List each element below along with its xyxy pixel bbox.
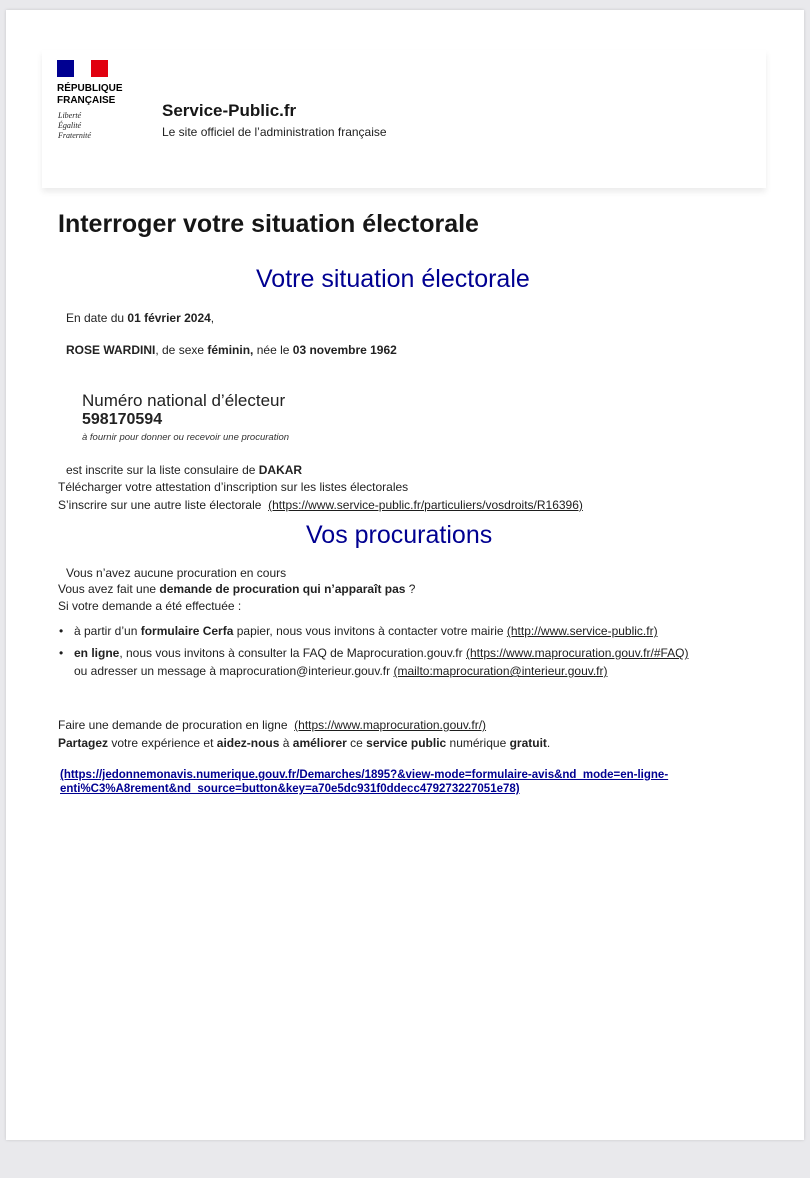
flag-white-band (74, 60, 91, 77)
share-text-5: . (546, 736, 551, 750)
share-text-3: ce (346, 736, 367, 750)
other-list-line (58, 498, 583, 512)
feedback-link[interactable] (60, 769, 668, 795)
identity-line (66, 343, 397, 357)
site-header (42, 50, 766, 188)
person-sex: féminin, (207, 343, 254, 357)
person-name: ROSE WARDINI (66, 343, 156, 357)
share-bold-1: Partagez (58, 736, 109, 750)
birth-date: 03 novembre 1962 (292, 343, 397, 357)
cerfa-list-item (74, 624, 658, 638)
date-prefix: En date du (66, 311, 128, 325)
if-done-text: Si votre demande a été effectuée : (58, 599, 242, 613)
share-bold-4: service public (366, 736, 447, 750)
maprocuration-link[interactable]: (https://www.maprocuration.gouv.fr/) (294, 718, 487, 732)
sex-prefix: , de sexe (155, 343, 208, 357)
download-attestation-link[interactable]: Télécharger votre attestation d’inscription sur les listes électorales (58, 480, 409, 494)
motto-liberte: Liberté (58, 111, 82, 120)
situation-heading: Votre situation électorale (256, 265, 530, 293)
bullet-marker: • (59, 646, 64, 660)
request-line (58, 582, 415, 596)
item2-line2: ou adresser un message à maprocuration@interieur.gouv.fr (74, 664, 391, 678)
share-bold-3: améliorer (292, 736, 347, 750)
situation-date: 01 février 2024 (127, 311, 211, 325)
feedback-link-line1[interactable]: (https://jedonnemonavis.numerique.gouv.fr/Demarches/1895?&view-mode=formulaire-avis&nd_mode=en-ligne- (60, 769, 669, 781)
online-list-item (74, 646, 689, 660)
share-line (58, 736, 550, 750)
voter-number: 598170594 (82, 411, 163, 428)
french-flag-logo (57, 60, 108, 77)
motto-egalite: Égalité (58, 121, 82, 130)
share-text-4: numérique (446, 736, 510, 750)
republic-motto (58, 111, 91, 141)
share-text-1: votre expérience et (108, 736, 217, 750)
item1-bold: formulaire Cerfa (140, 624, 234, 638)
born-prefix: née le (253, 343, 293, 357)
voter-number-note: à fournir pour donner ou recevoir une procuration (82, 432, 290, 443)
flag-blue-band (57, 60, 74, 77)
service-public-link[interactable]: (http://www.service-public.fr) (506, 624, 658, 638)
site-title[interactable]: Service-Public.fr (162, 101, 297, 120)
rf-line2: FRANÇAISE (57, 95, 116, 106)
voter-number-label: Numéro national d’électeur (82, 391, 286, 410)
registered-prefix: est inscrite sur la liste consulaire de (66, 463, 259, 477)
date-suffix: , (210, 311, 215, 325)
mailto-link[interactable]: (mailto:maprocuration@interieur.gouv.fr) (393, 664, 608, 678)
other-list-text: S’inscrire sur une autre liste électorale (58, 498, 262, 512)
bullet-marker: • (59, 624, 64, 638)
feedback-link-line2[interactable]: enti%C3%A8rement&nd_source=button&key=a70e5dc931f0ddecc479273227051e78) (60, 783, 520, 795)
share-bold-5: gratuit (509, 736, 547, 750)
request-prefix: Vous avez fait une (58, 582, 160, 596)
share-bold-2: aidez-nous (216, 736, 280, 750)
flag-red-band (91, 60, 108, 77)
procurations-heading: Vos procurations (306, 521, 493, 549)
document-page (6, 10, 804, 1140)
date-line (66, 311, 214, 325)
faq-link[interactable]: (https://www.maprocuration.gouv.fr/#FAQ) (465, 646, 689, 660)
registration-line (66, 463, 302, 477)
page-title: Interroger votre situation électorale (58, 210, 479, 238)
item2-text: , nous vous invitons à consulter la FAQ de Maprocuration.gouv.fr (119, 646, 463, 660)
item1-text: papier, nous vous invitons à contacter votre mairie (233, 624, 504, 638)
item2-bold: en ligne (74, 646, 120, 660)
share-text-2: à (279, 736, 293, 750)
registered-place: DAKAR (258, 463, 303, 477)
item1-prefix: à partir d’un (74, 624, 141, 638)
no-procuration-text: Vous n’avez aucune procuration en cours (66, 566, 287, 580)
online-list-item-line2 (74, 664, 608, 678)
request-suffix: ? (405, 582, 416, 596)
rf-line1: RÉPUBLIQUE (57, 83, 123, 94)
other-list-link[interactable]: (https://www.service-public.fr/particuliers/vosdroits/R16396) (268, 498, 583, 512)
site-tagline: Le site officiel de l’administration française (162, 125, 387, 139)
online-request-line (58, 718, 486, 732)
request-bold: demande de procuration qui n’apparaît pas (159, 582, 406, 596)
online-request-text: Faire une demande de procuration en ligne (58, 718, 288, 732)
republique-francaise-label (57, 83, 123, 107)
motto-fraternite: Fraternité (58, 131, 91, 140)
